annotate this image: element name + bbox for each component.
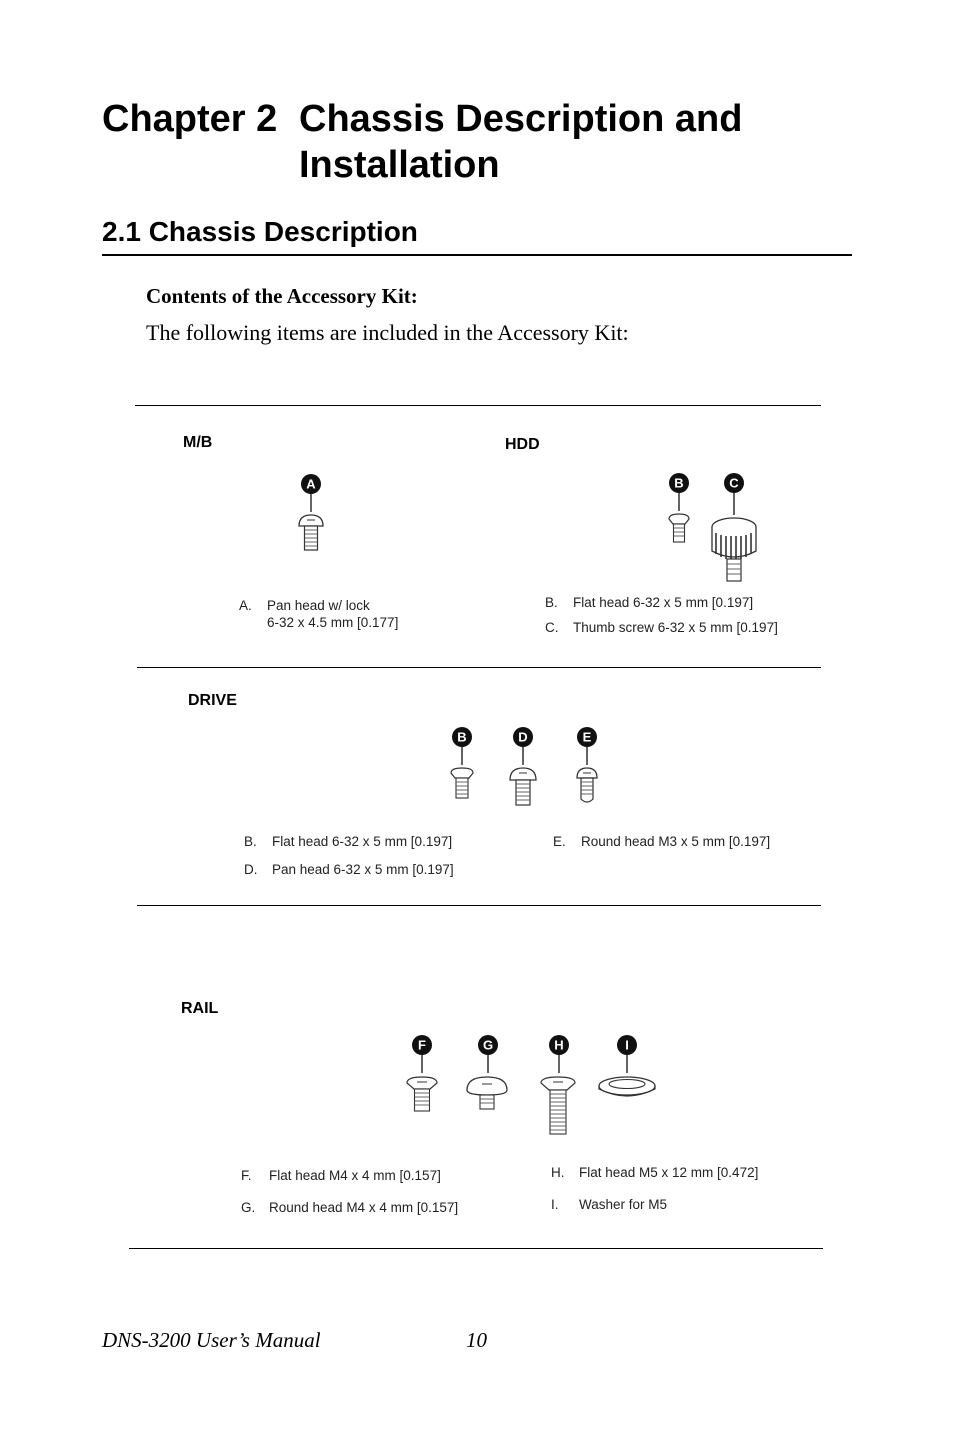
- footer-page-number: 10: [466, 1328, 487, 1352]
- caption-letter: H.: [551, 1165, 565, 1180]
- group-label-drive: DRIVE: [188, 692, 237, 709]
- section-rule: [102, 254, 852, 256]
- screw-c-thumb-screw-icon: [708, 471, 762, 587]
- group-label-mb: M/B: [183, 434, 213, 451]
- caption-a-text1: Pan head w/ lock: [267, 598, 370, 613]
- kit-heading: Contents of the Accessory Kit:: [146, 284, 418, 308]
- screw-b-flat-head-icon: [664, 471, 696, 547]
- caption-text: Pan head 6-32 x 5 mm [0.197]: [272, 862, 454, 877]
- caption-letter: F.: [241, 1168, 252, 1183]
- caption-text: Round head M3 x 5 mm [0.197]: [581, 834, 771, 849]
- screw-e-round-head-icon: [572, 725, 604, 809]
- screw-badge: D: [518, 729, 528, 745]
- screw-d-pan-head-icon: [507, 725, 541, 809]
- screw-badge: B: [674, 475, 684, 491]
- section-title: 2.1 Chassis Description: [102, 216, 418, 247]
- caption-a-letter: A.: [239, 598, 252, 613]
- caption-letter: B.: [545, 595, 558, 610]
- caption-text: Flat head 6-32 x 5 mm [0.197]: [272, 834, 453, 849]
- washer-i-icon: [597, 1033, 659, 1103]
- screw-badge: A: [306, 476, 316, 492]
- group-label-hdd: HDD: [505, 436, 540, 453]
- figure-rule-drive-bottom: [137, 905, 821, 906]
- figure-rule-bottom: [129, 1248, 823, 1249]
- screw-badge: F: [418, 1037, 426, 1053]
- caption-letter: B.: [244, 834, 257, 849]
- screw-a-pan-head-icon: [296, 472, 330, 556]
- caption-letter: G.: [241, 1200, 256, 1215]
- screw-g-round-head-icon: [465, 1033, 509, 1115]
- kit-intro: The following items are included in the Accessory Kit:: [146, 320, 629, 345]
- caption-text: Flat head M4 x 4 mm [0.157]: [269, 1168, 441, 1183]
- group-label-rail: RAIL: [181, 1000, 219, 1017]
- caption-text: Flat head 6-32 x 5 mm [0.197]: [573, 595, 754, 610]
- caption-text: Thumb screw 6-32 x 5 mm [0.197]: [573, 620, 778, 635]
- screw-badge: E: [582, 729, 592, 745]
- caption-letter: E.: [553, 834, 566, 849]
- screw-h-flat-head-icon: [538, 1033, 578, 1139]
- screw-badge: B: [457, 729, 467, 745]
- footer-manual-title: DNS-3200 User’s Manual: [102, 1328, 321, 1352]
- screw-f-flat-head-icon: [404, 1033, 440, 1115]
- caption-letter: I.: [551, 1197, 559, 1212]
- chapter-title-line1: Chassis Description and: [299, 98, 743, 140]
- screw-badge: H: [554, 1037, 564, 1053]
- caption-letter: D.: [244, 862, 258, 877]
- caption-text: Flat head M5 x 12 mm [0.472]: [579, 1165, 759, 1180]
- caption-letter: C.: [545, 620, 559, 635]
- figure-rule-top: [135, 405, 821, 406]
- chapter-number: Chapter 2: [102, 98, 278, 140]
- chapter-title-line2: Installation: [299, 144, 500, 186]
- figure-rule-mid: [137, 667, 821, 668]
- screw-b-flat-head-icon: [447, 725, 479, 801]
- screw-badge: I: [625, 1037, 629, 1053]
- screw-badge: G: [482, 1037, 494, 1053]
- caption-a-text2: 6-32 x 4.5 mm [0.177]: [267, 615, 399, 630]
- caption-text: Round head M4 x 4 mm [0.157]: [269, 1200, 459, 1215]
- caption-text: Washer for M5: [579, 1197, 668, 1212]
- screw-badge: C: [729, 475, 739, 491]
